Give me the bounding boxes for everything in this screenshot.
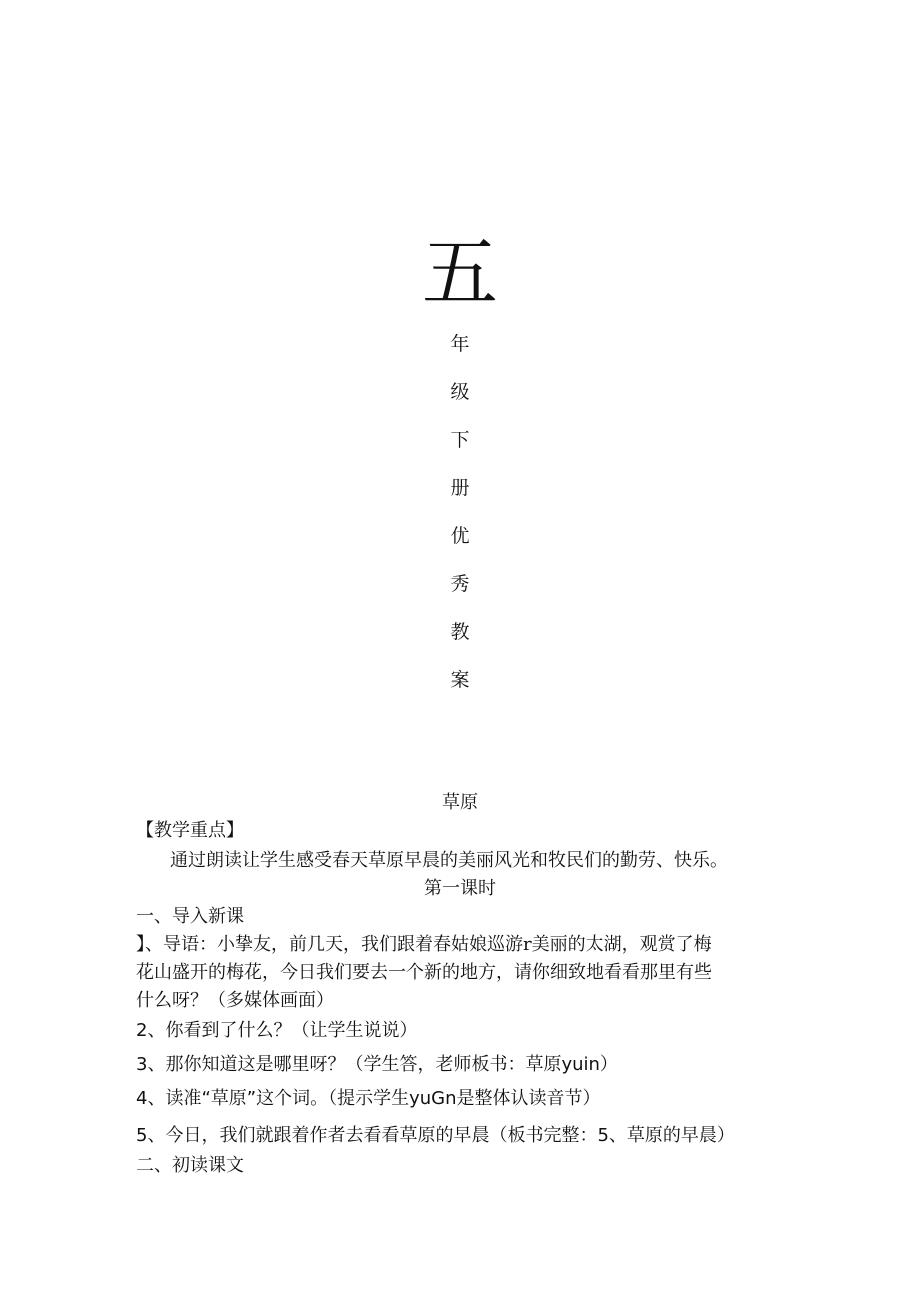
cover-vertical-char: 册: [450, 477, 470, 499]
cover-vertical-char: 优: [450, 525, 470, 547]
section-heading-intro: 一、导入新课: [136, 906, 244, 927]
lesson-title: 草原: [442, 792, 478, 813]
cover-vertical-char: 下: [450, 429, 470, 451]
intro-paragraph-line: 】、导语：小挚友，前几天，我们跟着春姑娘巡游r美丽的太湖，观赏了梅: [136, 934, 712, 955]
cover-grade-char: 五: [422, 228, 498, 317]
step-item-4: 4、读准“草原”这个词。（提示学生yuGn是整体认读音节）: [136, 1088, 601, 1109]
cover-vertical-char: 教: [450, 621, 470, 643]
step-item-5: 5、今日，我们就跟着作者去看看草原的早晨（板书完整：5、草原的早晨）: [136, 1125, 735, 1146]
step-item-3: 3、那你知道这是哪里呀？（学生答，老师板书：草原yuin）: [136, 1054, 618, 1075]
step-item-2: 2、你看到了什么？（让学生说说）: [136, 1020, 418, 1041]
cover-vertical-char: 年: [450, 333, 470, 355]
intro-paragraph-line: 花山盛开的梅花，今日我们要去一个新的地方，请你细致地看看那里有些: [136, 962, 712, 983]
cover-vertical-char: 级: [450, 381, 470, 403]
focus-heading: 【教学重点】: [136, 820, 244, 841]
cover-vertical-char: 案: [450, 669, 470, 691]
section-heading-reading: 二、初读课文: [136, 1155, 244, 1176]
focus-text: 通过朗读让学生感受春天草原早晨的美丽风光和牧民们的勤劳、快乐。: [170, 850, 728, 871]
cover-vertical-char: 秀: [450, 573, 470, 595]
period-label: 第一课时: [424, 878, 496, 899]
intro-paragraph-line: 什么呀？（多媒体画面）: [136, 990, 334, 1011]
